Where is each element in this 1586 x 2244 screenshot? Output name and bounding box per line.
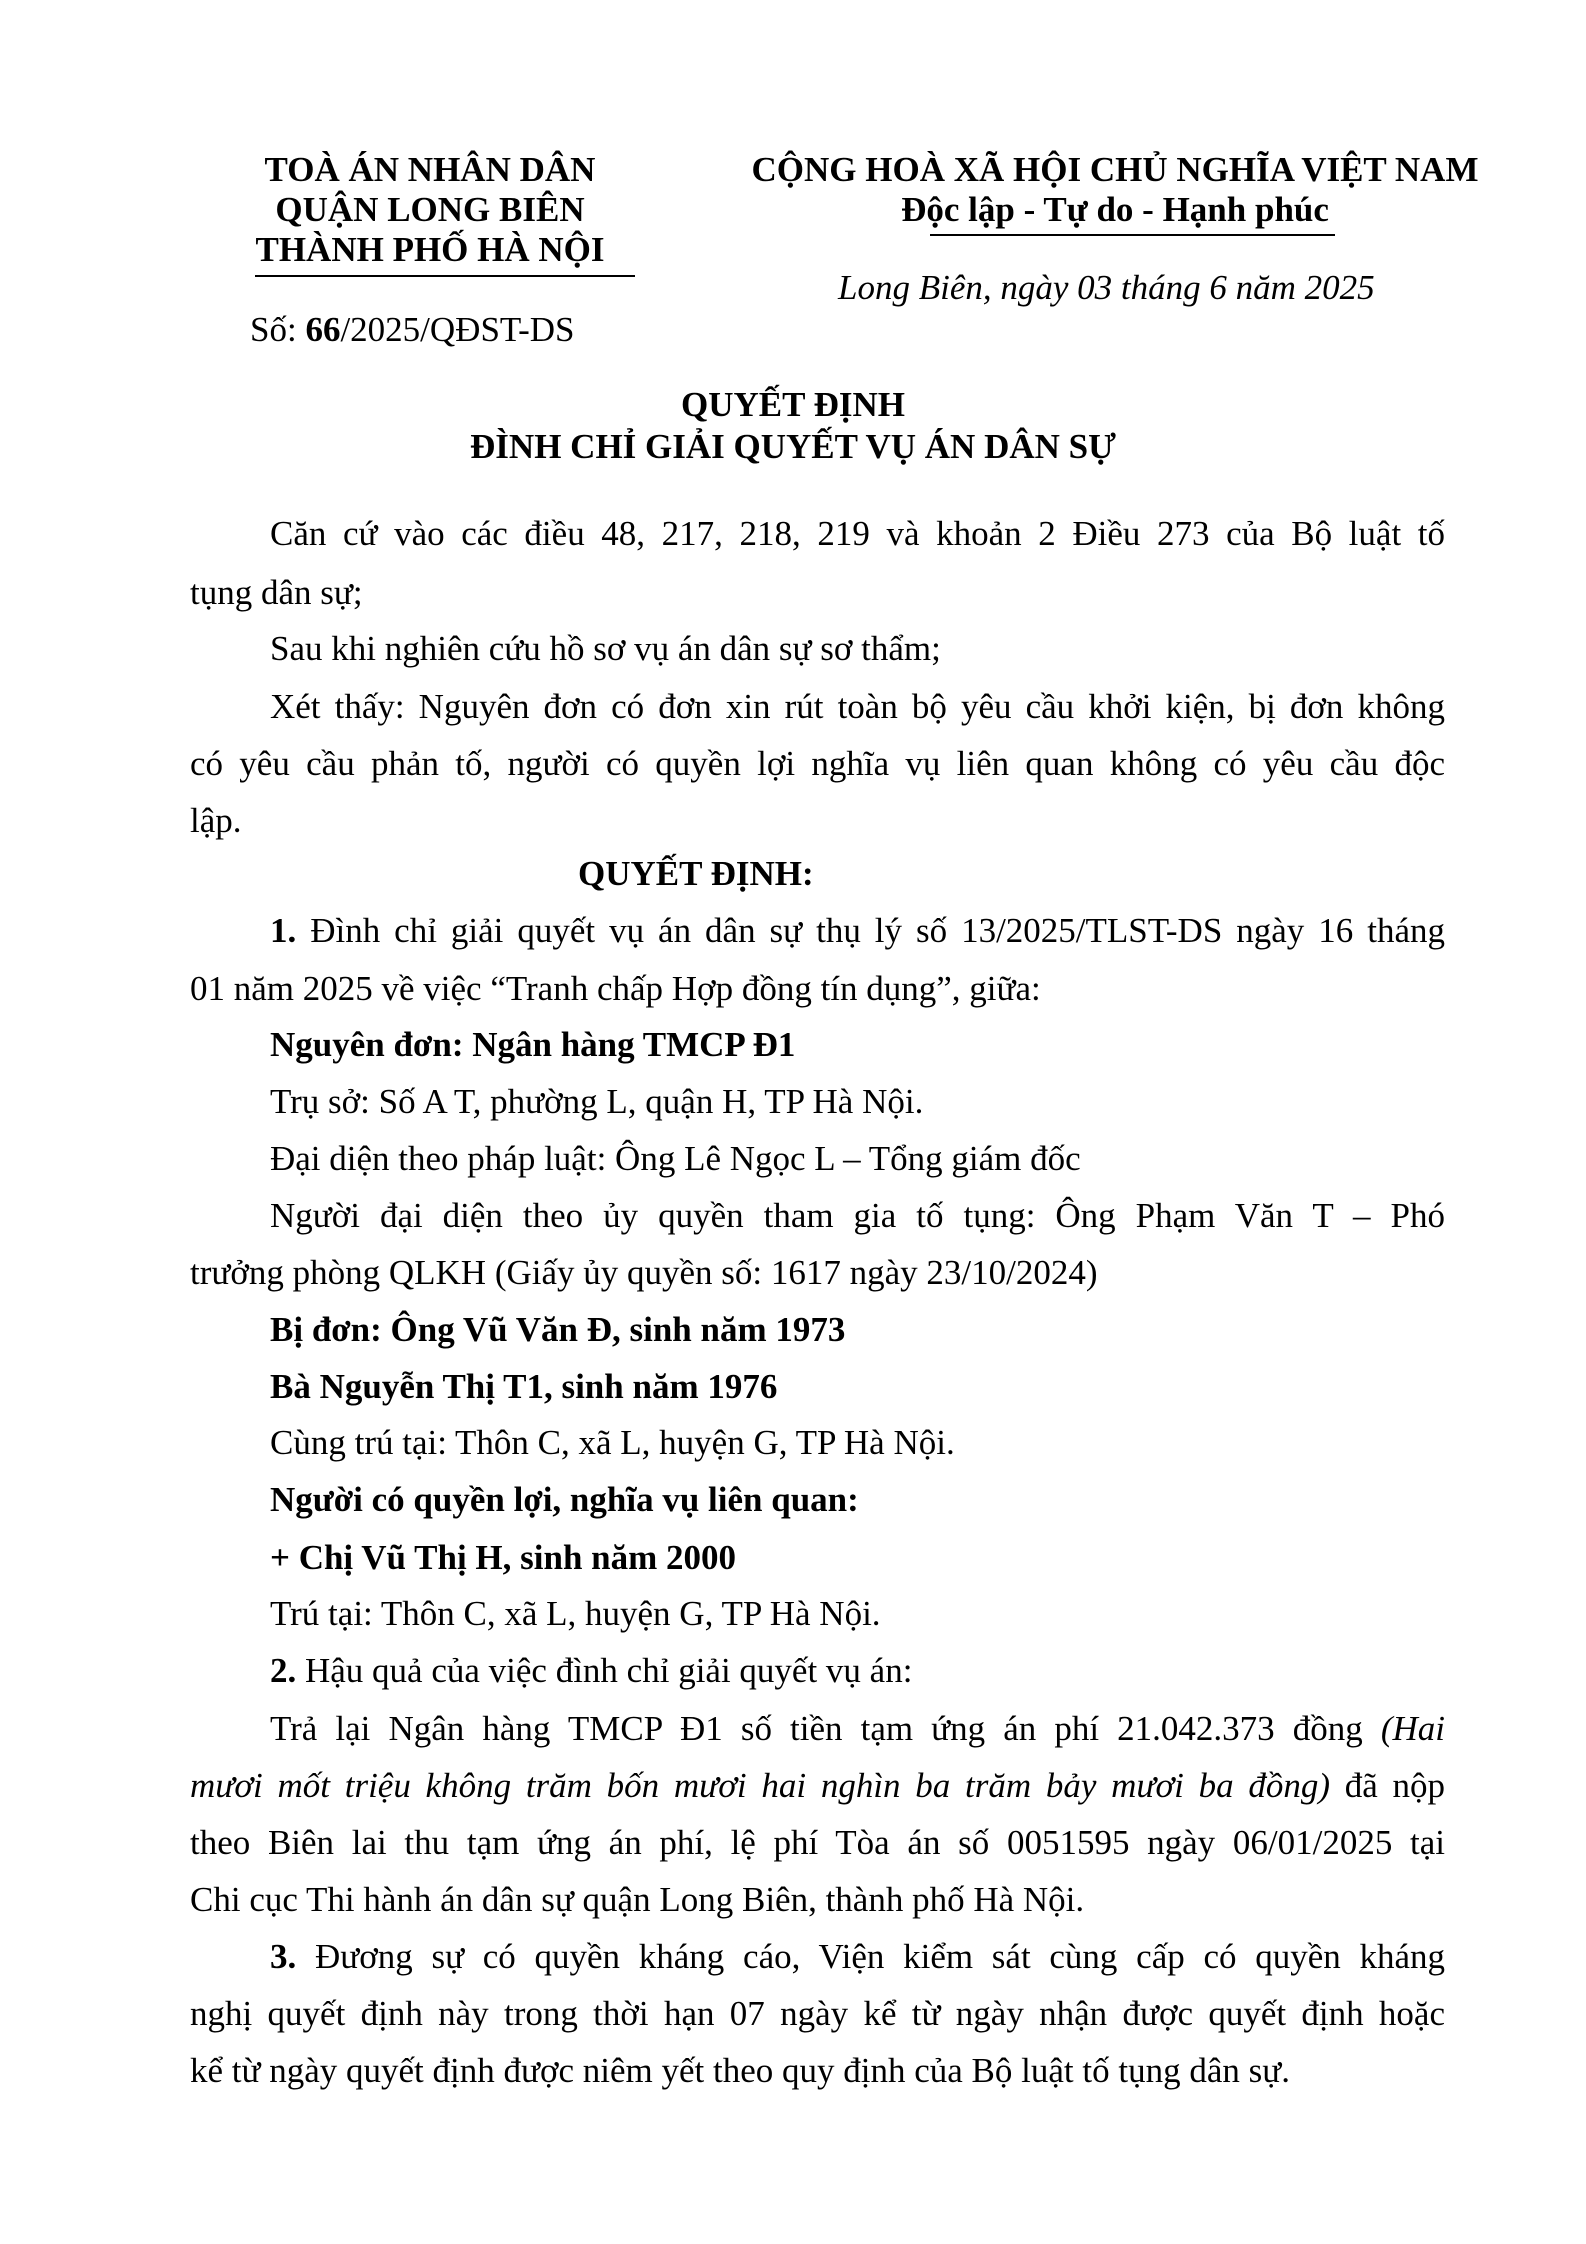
court-name-line1: TOÀ ÁN NHÂN DÂN [264,150,596,189]
number-value: 66 [305,310,341,349]
number-suffix: /2025/QĐST-DS [340,310,575,349]
document-title: QUYẾT ĐỊNH [681,385,905,424]
review-paragraph: Sau khi nghiên cứu hồ sơ vụ án dân sự sơ thẩm; [270,629,941,668]
finding-line3: lập. [190,801,242,840]
refund-line2: mươi mốt triệu không trăm bốn mươi hai nghìn ba trăm bảy mươi ba đồng) đã nộp [190,1766,1445,1805]
document-subtitle: ĐÌNH CHỈ GIẢI QUYẾT VỤ ÁN DÂN SỰ [470,427,1116,466]
defendant-2: Bà Nguyễn Thị T1, sinh năm 1976 [270,1367,778,1406]
basis-paragraph-line2: tụng dân sự; [190,573,363,612]
nation-divider [930,234,1335,236]
plaintiff-headquarters: Trụ sở: Số A T, phường L, quận H, TP Hà Nội. [270,1082,924,1121]
related-party-heading: Người có quyền lợi, nghĩa vụ liên quan: [270,1480,859,1519]
item2-heading: 2. Hậu quả của việc đình chỉ giải quyết vụ án: [270,1651,913,1690]
plaintiff-legal-representative: Đại diện theo pháp luật: Ông Lê Ngọc L – Tổng giám đốc [270,1139,1081,1178]
item3-number: 3. [270,1937,297,1976]
court-divider [255,275,635,277]
decision-heading: QUYẾT ĐỊNH: [578,854,814,893]
item1-line2: 01 năm 2025 về việc “Tranh chấp Hợp đồng tín dụng”, giữa: [190,969,1041,1008]
item2-number: 2. [270,1651,297,1690]
refund-line1: Trả lại Ngân hàng TMCP Đ1 số tiền tạm ứng án phí 21.042.373 đồng (Hai [270,1709,1445,1748]
plaintiff-label: Nguyên đơn [270,1025,452,1064]
item1-line1: 1. Đình chỉ giải quyết vụ án dân sự thụ lý số 13/2025/TLST-DS ngày 16 tháng [270,911,1445,950]
plaintiff-heading [270,1016,795,1073]
place-date: Long Biên, ngày 03 tháng 6 năm 2025 [838,268,1375,307]
finding-line2: có yêu cầu phản tố, người có quyền lợi nghĩa vụ liên quan không có yêu cầu độc [190,744,1445,783]
plaintiff-authorized-rep-line1: Người đại diện theo ủy quyền tham gia tố tụng: Ông Phạm Văn T – Phó [270,1196,1445,1235]
item3-line2: nghị quyết định này trong thời hạn 07 ngày kể từ ngày nhận được quyết định hoặc [190,1994,1445,2033]
national-motto: CỘNG HOÀ XÃ HỘI CHỦ NGHĨA VIỆT NAM [751,150,1479,189]
number-prefix: Số: [250,310,306,349]
basis-paragraph-line1: Căn cứ vào các điều 48, 217, 218, 219 và khoản 2 Điều 273 của Bộ luật tố [270,514,1445,553]
item1-number: 1. [270,911,297,950]
item3-line3: kể từ ngày quyết định được niêm yết theo quy định của Bộ luật tố tụng dân sự. [190,2051,1290,2090]
plaintiff-authorized-rep-line2: trưởng phòng QLKH (Giấy ủy quyền số: 1617 ngày 23/10/2024) [190,1253,1098,1292]
refund-line4: Chi cục Thi hành án dân sự quận Long Biên, thành phố Hà Nội. [190,1880,1085,1919]
finding-line1: Xét thấy: Nguyên đơn có đơn xin rút toàn bộ yêu cầu khởi kiện, bị đơn không [270,687,1445,726]
refund-line3: theo Biên lai thu tạm ứng án phí, lệ phí Tòa án số 0051595 ngày 06/01/2025 tại [190,1823,1445,1862]
item3-line1: 3. Đương sự có quyền kháng cáo, Viện kiểm sát cùng cấp có quyền kháng [270,1937,1445,1976]
decision-number [250,310,574,350]
court-name-line2: QUẬN LONG BIÊN [275,190,585,229]
related-party-address: Trú tại: Thôn C, xã L, huyện G, TP Hà Nội. [270,1594,881,1633]
defendant-address: Cùng trú tại: Thôn C, xã L, huyện G, TP Hà Nội. [270,1423,955,1462]
national-slogan: Độc lập - Tự do - Hạnh phúc [901,190,1329,229]
defendant-1: Bị đơn: Ông Vũ Văn Đ, sinh năm 1973 [270,1310,846,1349]
court-name-line3: THÀNH PHỐ HÀ NỘI [255,230,605,269]
related-party-person: + Chị Vũ Thị H, sinh năm 2000 [270,1538,737,1577]
plaintiff-name: : Ngân hàng TMCP Đ1 [451,1025,796,1064]
